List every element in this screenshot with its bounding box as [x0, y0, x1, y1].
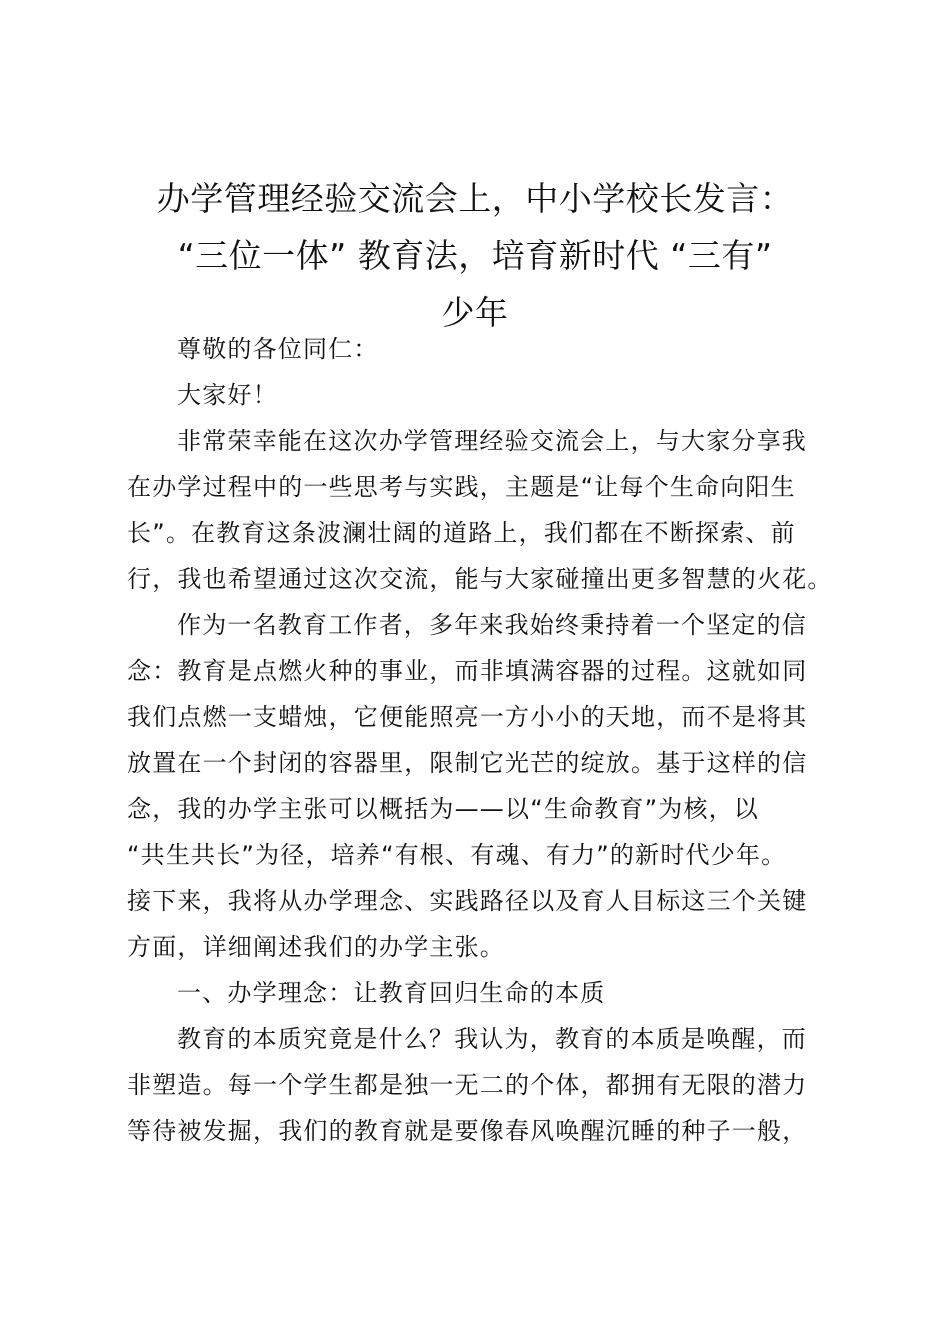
- body-line: 非塑造。每一个学生都是独一无二的个体，都拥有无限的潜力: [127, 1071, 808, 1099]
- body-line: 长”。在教育这条波澜壮阔的道路上，我们都在不断探索、前: [127, 519, 796, 547]
- body-line: 我们点燃一支蜡烛，它便能照亮一方小小的天地，而不是将其: [127, 703, 808, 731]
- document-body: [127, 326, 847, 1154]
- title-line: 少年: [441, 293, 509, 332]
- title-line: “三位一体” 教育法，培育新时代 “三有”: [177, 236, 773, 275]
- body-line: 接下来，我将从办学理念、实践路径以及育人目标这三个关键: [127, 887, 808, 915]
- body-line: 非常荣幸能在这次办学管理经验交流会上，与大家分享我: [177, 427, 807, 455]
- body-line: 在办学过程中的一些思考与实践，主题是“让每个生命向阳生: [127, 473, 796, 501]
- body-line: 大家好！: [177, 381, 278, 409]
- body-line: 放置在一个封闭的容器里，限制它光芒的绽放。基于这样的信: [127, 749, 808, 777]
- body-line: 等待被发掘，我们的教育就是要像春风唤醒沉睡的种子一般，: [127, 1117, 808, 1145]
- body-line: 方面，详细阐述我们的办学主张。: [127, 933, 505, 961]
- body-line: 行，我也希望通过这次交流，能与大家碰撞出更多智慧的火花。: [127, 565, 833, 593]
- document-title: [100, 170, 850, 341]
- body-line: 尊敬的各位同仁：: [177, 335, 379, 363]
- body-line: 教育的本质究竟是什么？我认为，教育的本质是唤醒，而: [177, 1025, 807, 1053]
- title-line: 办学管理经验交流会上，中小学校长发言：: [156, 179, 794, 218]
- body-line: 作为一名教育工作者，多年来我始终秉持着一个坚定的信: [177, 611, 807, 639]
- body-line: 念：教育是点燃火种的事业，而非填满容器的过程。这就如同: [127, 657, 808, 685]
- body-line: 念，我的办学主张可以概括为——以“生命教育”为核，以: [127, 795, 760, 823]
- body-line: “共生共长”为径，培养“有根、有魂、有力”的新时代少年。: [127, 841, 787, 869]
- body-line: 一、办学理念：让教育回归生命的本质: [177, 979, 606, 1007]
